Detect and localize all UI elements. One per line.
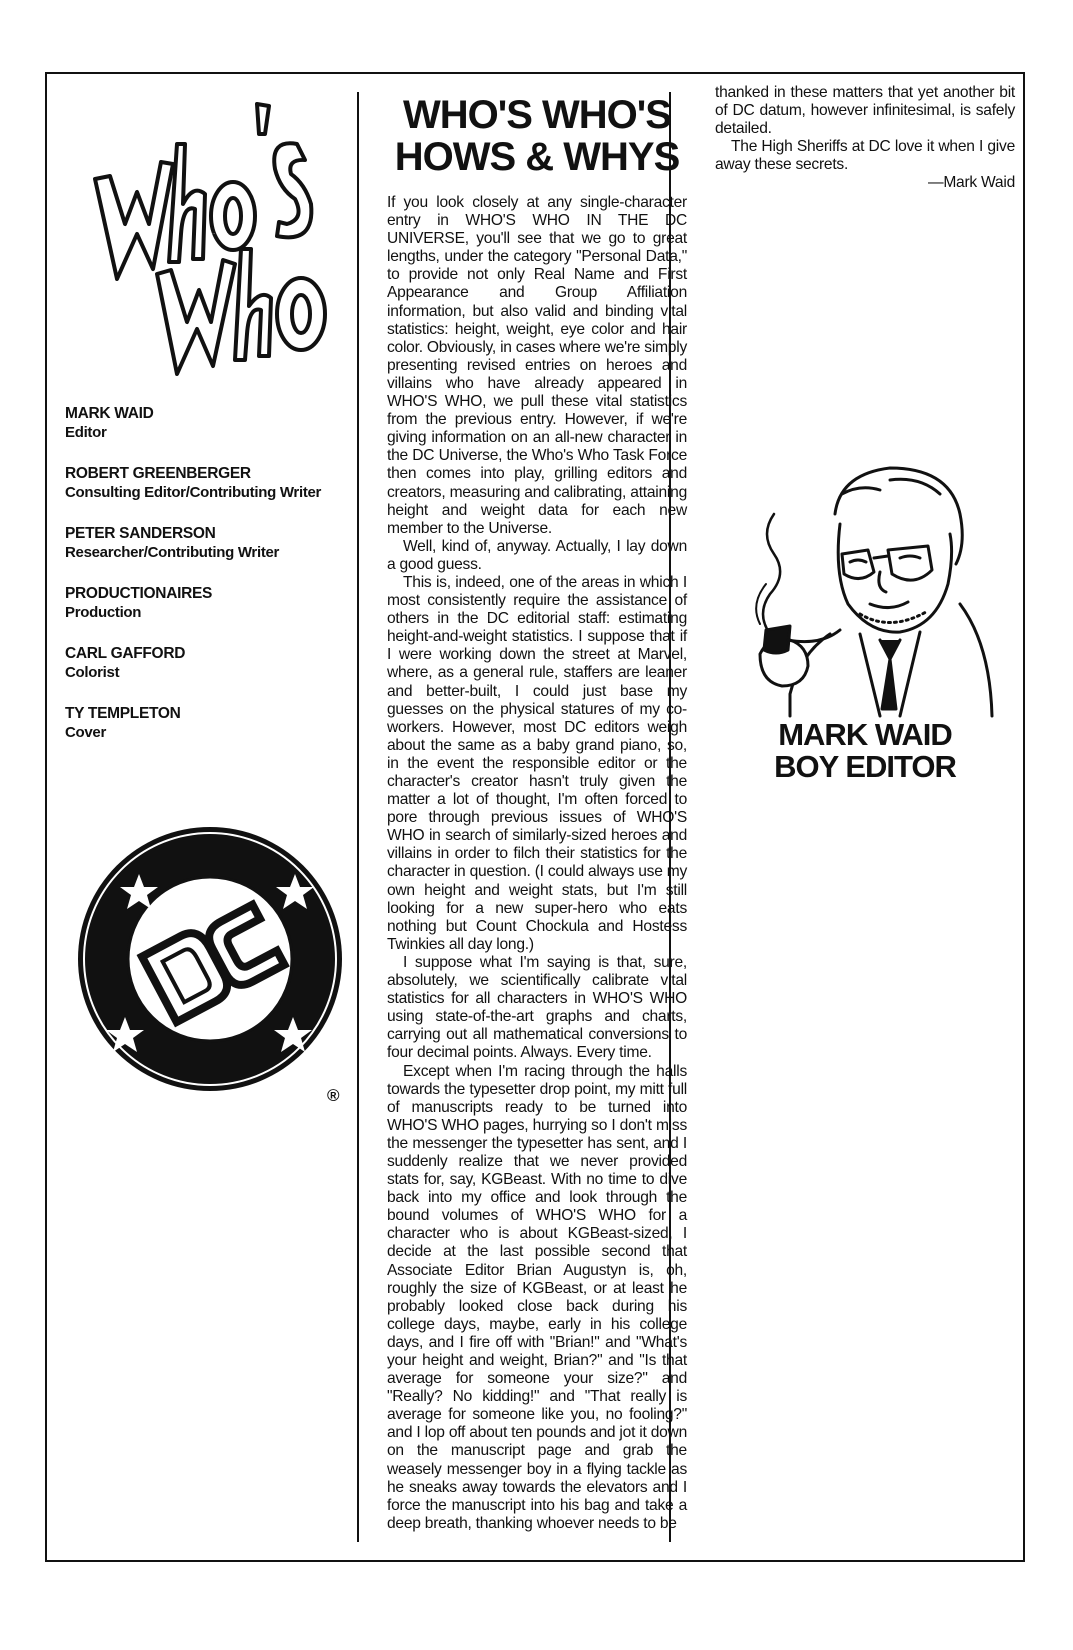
caption-line1: MARK WAID: [778, 717, 952, 752]
whos-who-logo: [65, 84, 355, 384]
credit-entry: [65, 644, 355, 682]
article-column-main: [387, 94, 687, 1533]
trademark-symbol: ®: [327, 1086, 340, 1105]
credit-entry: [65, 464, 355, 502]
article-paragraph-3: This is, indeed, one of the areas in which I most consistently require the assistance of others in the DC editorial staff: estimating height-and-weight statistics. I suppose that if I were working down the street at Marvel, where, as a general rule, staffers are leaner and better-built, I could just base my guesses on the physical statures of my co-workers. However, most DC editors weigh about the same as a baby grand piano, so, in the event the responsible editor or the character's creator hasn't truly given the matter a lot of thought, I'm often forced to pore through previous issues of WHO'S WHO in search of similarly-sized heroes and villains in order to filch their statistics for the character in question. (I could always use my own height and weight stats, but I'm still looking for a new super-hero who eats nothing but Count Chockula and Hostess Twinkies all day long.): [387, 573, 687, 953]
credit-role: Consulting Editor/Contributing Writer: [65, 484, 322, 501]
article-paragraph-5b: thanked in these matters that yet another bit of DC datum, however infinitesimal, is safely detailed.: [715, 84, 1015, 138]
credit-name: CARL GAFFORD: [65, 645, 186, 662]
credit-role: Researcher/Contributing Writer: [65, 544, 280, 561]
credit-role: Editor: [65, 424, 107, 441]
article-paragraph-1: If you look closely at any single-character entry in WHO'S WHO IN THE DC UNIVERSE, you'll see that we go to great lengths, under the category "Personal Data," to provide not only Real Name and First Appearance and Group Affiliation information, but also valid and binding vital statistics: height, weight, eye color and hair color. Obviously, in cases where we're simply presenting revised entries on heroes and villains who have already appeared in WHO'S WHO, we pull these vital statistics from the previous entry. However, if we're giving information on an all-new character in the DC Universe, the Who's Who Task Force then comes into play, grilling editors and creators, measuring and calibrating, attaining height and weight data for each new member to the Universe.: [387, 194, 687, 537]
credit-entry: [65, 524, 355, 562]
mark-waid-caricature: [730, 454, 1000, 719]
credits-list: [65, 404, 355, 764]
caption-line2: BOY EDITOR: [774, 749, 956, 784]
credit-role: Cover: [65, 724, 107, 741]
dc-bullet-logo: [65, 819, 365, 1109]
headline-line1: WHO'S WHO'S: [402, 93, 671, 137]
article-paragraph-2: Well, kind of, anyway. Actually, I lay down a good guess.: [387, 537, 687, 573]
article-paragraph-6: The High Sheriffs at DC love it when I give away these secrets.: [715, 138, 1015, 174]
page-frame: [45, 72, 1025, 1562]
article-paragraph-4: I suppose what I'm saying is that, sure, absolutely, we scientifically calibrate vital statistics for all characters in WHO'S WHO using state-of-the-art graphs and charts, carrying out all mathematical conversions to four decimal points. Always. Every time.: [387, 953, 687, 1062]
bullet-text: DC: [210, 964, 212, 965]
article-signature: —Mark Waid: [927, 174, 1015, 192]
article-headline: [387, 94, 687, 178]
credit-role: Production: [65, 604, 142, 621]
credit-role: Colorist: [65, 664, 120, 681]
article-column-continued: [715, 84, 1015, 784]
credit-name: MARK WAID: [65, 405, 154, 422]
logo-text: Who's Who: [210, 234, 216, 235]
credit-entry: [65, 404, 355, 442]
article-paragraph-5a: Except when I'm racing through the halls towards the typesetter drop point, my mitt full of manuscripts ready to be turned into WHO'S WHO pages, hurrying so I don't miss the messenger the typesetter has sent, and I suddenly realize that we never provided stats for, say, KGBeast. With no time to dive back into my office and look through the bound volumes of WHO'S WHO for a character who is about KGBeast-sized, I decide at the last possible second that Associate Editor Brian Augustyn is, oh, roughly the size of KGBeast, or at least he probably looked close back during his college days, maybe, early in his college days, and I fire off with "Brian!" and "What's your height and weight, Brian?" and "Is that average for someone your size?" and "Really? No kidding!" and "That really is average for someone like you, no fooling?" and I lop off about ten pounds and jot it down on the manuscript page and grab the weasely messenger boy in a flying tackle as he sneaks away towards the elevators and I force the manuscript into his bag and take a deep breath, thanking whoever needs to be: [387, 1062, 687, 1532]
credit-name: PETER SANDERSON: [65, 525, 216, 542]
credit-name: TY TEMPLETON: [65, 705, 181, 722]
credit-entry: [65, 704, 355, 742]
column-rule-left: [357, 92, 359, 1542]
credit-name: PRODUCTIONAIRES: [65, 585, 213, 602]
cartoon-caption: [715, 719, 1015, 783]
credit-entry: [65, 584, 355, 622]
credit-name: ROBERT GREENBERGER: [65, 465, 251, 482]
headline-line2: HOWS & WHYS: [394, 135, 680, 179]
